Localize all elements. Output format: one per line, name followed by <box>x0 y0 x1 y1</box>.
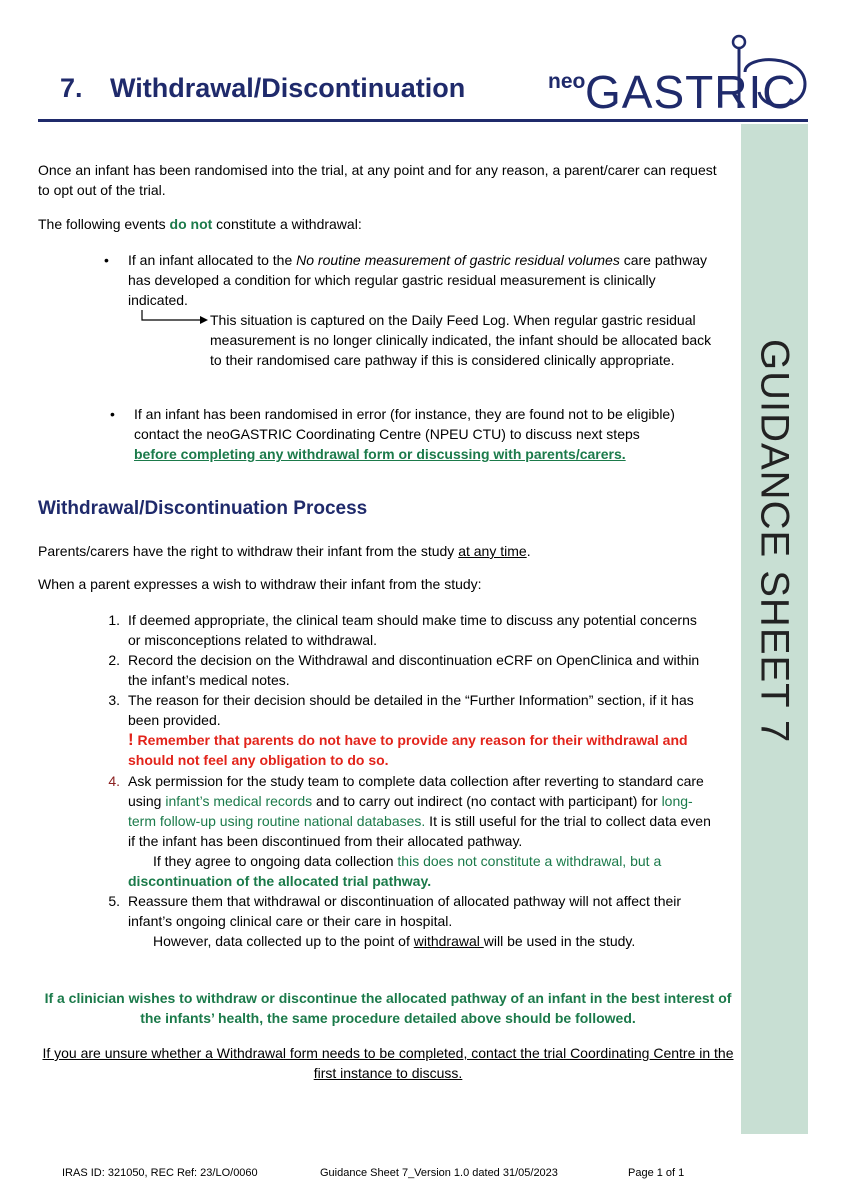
bullet-1-subnote: This situation is captured on the Daily Feed Log. When regular gastric residual measurement is no longer clinically indicated, the infant should be allocated back to their randomised care pathway if this is considered clinically appropriate. <box>210 312 712 368</box>
step-5-note <box>153 931 723 951</box>
text-span: Parents/carers have the right to withdraw their infant from the study <box>38 543 459 559</box>
sidebar <box>741 124 808 1134</box>
step-1: If deemed appropriate, the clinical team should make time to discuss any potential concerns or misconceptions related to withdrawal. <box>128 612 697 648</box>
unsure-statement: If you are unsure whether a Withdrawal form needs to be completed, contact the trial Coordinating Centre in the first instance to discuss. <box>42 1045 734 1081</box>
logo-main: GASTRIC <box>585 66 797 116</box>
medical-records-emphasis: infant’s medical records <box>165 793 313 809</box>
step-3: The reason for their decision should be detailed in the “Further Information” section, if it has been provided. <box>128 692 694 728</box>
right-to-withdraw <box>38 541 728 561</box>
bullet-icon: • <box>110 406 115 422</box>
arrow-icon <box>140 308 210 326</box>
step-4-note <box>153 851 723 871</box>
header-rule <box>38 119 808 122</box>
step-number: 5. <box>108 893 120 909</box>
neogastric-logo <box>545 32 815 116</box>
step-number: 3. <box>108 692 120 708</box>
pathway-name: No routine measurement of gastric residual volumes <box>296 252 620 268</box>
text-span: and to carry out indirect (no contact with participant) for <box>312 793 662 809</box>
bullet-item-1 <box>128 250 708 310</box>
text-span: If an infant allocated to the <box>128 252 297 268</box>
step-number: 1. <box>108 612 120 628</box>
text-span: However, data collected up to the point of <box>153 933 414 949</box>
before-completing-emphasis: before completing any withdrawal form or discussing with parents/carers. <box>134 446 626 462</box>
process-heading: Withdrawal/Discontinuation Process <box>38 498 368 519</box>
step-number: 4. <box>108 773 120 789</box>
step-4 <box>128 771 718 851</box>
text-span: . <box>526 543 531 559</box>
footer-version: Guidance Sheet 7_Version 1.0 dated 31/05/2023 <box>320 1167 558 1179</box>
step-number: 2. <box>108 652 120 668</box>
text-span: If an infant has been randomised in error (for instance, they are found not to be eligible) contact the neoGASTRIC Coordinating Centre (NPEU CTU) to discuss next steps <box>134 406 675 442</box>
follow-up-emphasis: long-term follow-up using routine national databases. <box>128 793 693 829</box>
section-number: 7. <box>60 73 83 103</box>
page-title <box>60 70 465 106</box>
do-not-emphasis: do not <box>169 216 213 232</box>
text-span: If they agree to ongoing data collection <box>153 853 398 869</box>
text-span: Ask permission for the study team to complete data collection after reverting to standard care using <box>128 773 704 809</box>
warning-note <box>128 730 713 770</box>
text-span: It is still useful for the trial to collect data even if the infant has been discontinued from their allocated pathway. <box>128 813 711 849</box>
logo-prefix: neo <box>548 70 586 93</box>
warning-icon: ! <box>128 730 134 749</box>
withdraw-wish-intro: When a parent expresses a wish to withdraw their infant from the study: <box>38 576 482 592</box>
withdrawal-underlined: withdrawal <box>413 933 484 949</box>
text-span: care pathway has developed a condition for which regular gastric residual measurement is clinically indicated. <box>128 252 707 308</box>
step-2: Record the decision on the Withdrawal and discontinuation eCRF on OpenClinica and within the infant’s medical notes. <box>128 652 700 688</box>
discontinuation-note: discontinuation of the allocated trial pathway. <box>128 873 432 889</box>
step-5: Reassure them that withdrawal or discontinuation of allocated pathway will not affect their infant’s ongoing clinical care or their care in hospital. <box>128 893 682 929</box>
text-span: The following events <box>38 216 170 232</box>
not-withdrawal-intro <box>38 214 728 234</box>
text-span: will be used in the study. <box>483 933 636 949</box>
clinician-statement: If a clinician wishes to withdraw or discontinue the allocated pathway of an infant in the best interest of the infants’ health, the same procedure detailed above should be followed. <box>44 990 732 1026</box>
not-withdrawal-emphasis: this does not constitute a withdrawal, but a <box>397 853 662 869</box>
bullet-item-2 <box>134 404 719 464</box>
footer-iras-ref: IRAS ID: 321050, REC Ref: 23/LO/0060 <box>62 1167 258 1179</box>
at-any-time: at any time <box>458 543 527 559</box>
text-span: constitute a withdrawal: <box>212 216 362 232</box>
intro-paragraph: Once an infant has been randomised into the trial, at any point and for any reason, a parent/carer can request to opt out of the trial. <box>38 162 717 198</box>
page-title-text: Withdrawal/Discontinuation <box>110 73 466 103</box>
warning-text: Remember that parents do not have to provide any reason for their withdrawal and should not feel any obligation to do so. <box>128 732 688 768</box>
footer-page-number: Page 1 of 1 <box>628 1167 685 1179</box>
sidebar-label: GUIDANCE SHEET 7 <box>752 339 797 744</box>
bullet-icon: • <box>104 252 109 268</box>
